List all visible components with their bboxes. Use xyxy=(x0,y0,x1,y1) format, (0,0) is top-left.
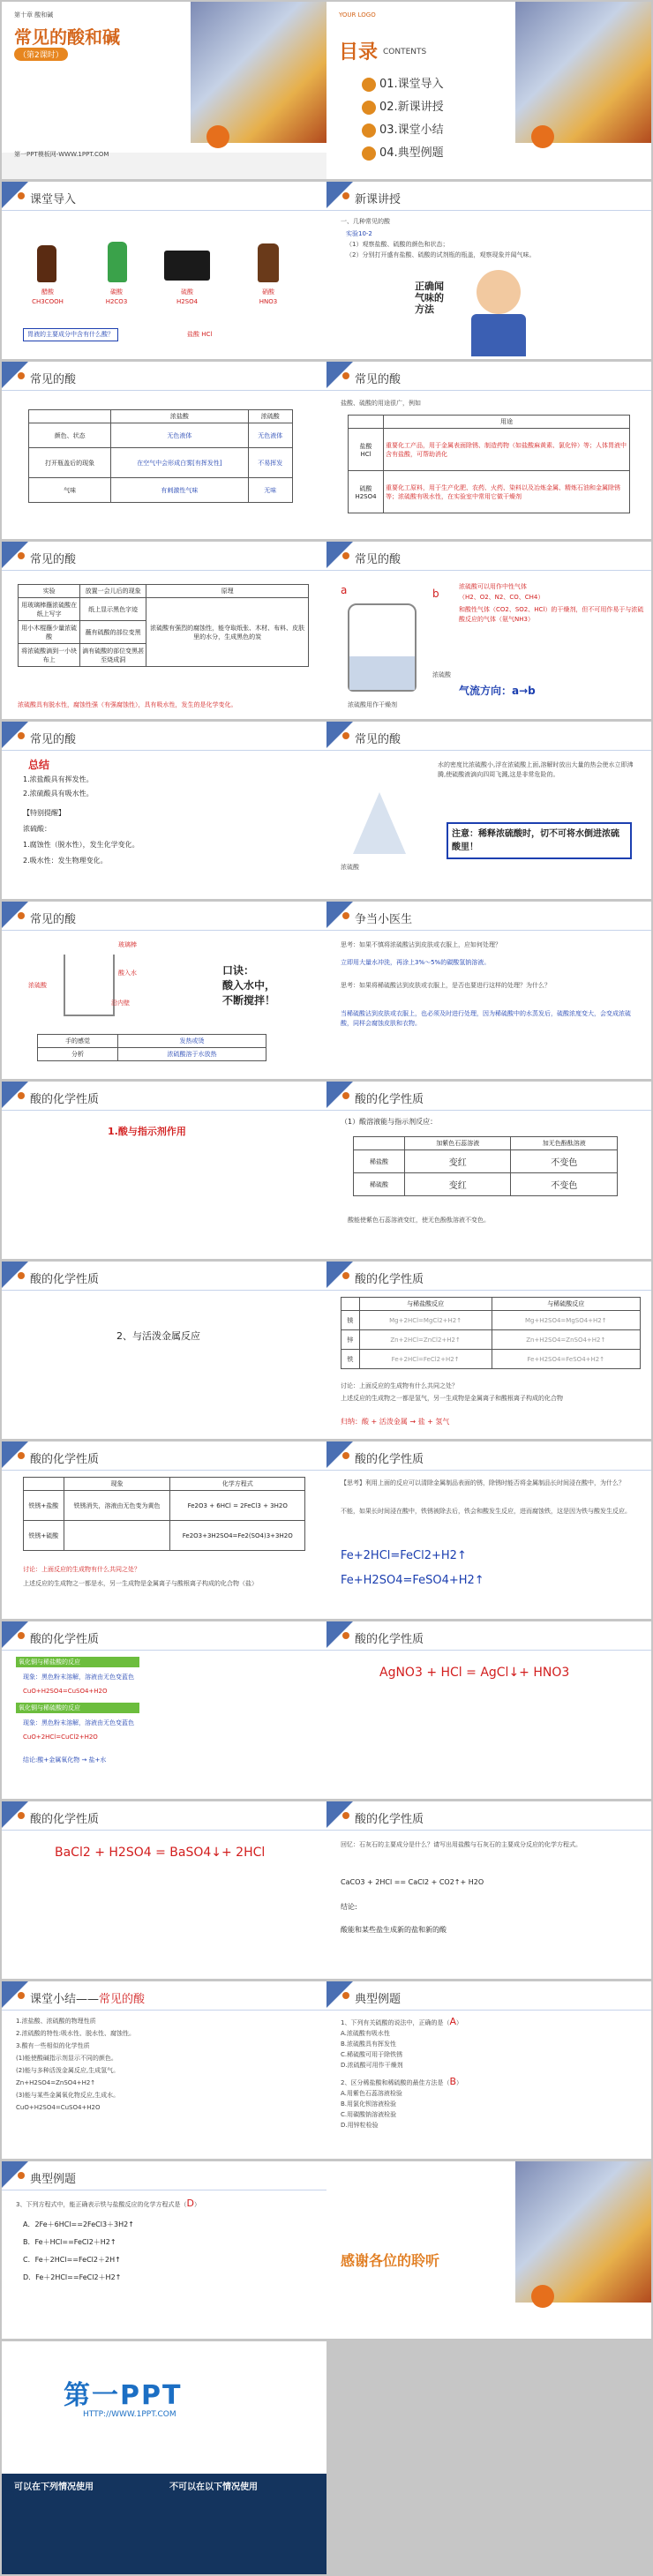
toc-item-4[interactable]: 04.典型例题 xyxy=(362,143,444,161)
question-1: 1、下列有关硫酸的说法中，正确的是（ xyxy=(341,2019,450,2026)
summary-5: (2)能与多种活泼金属反应,生成氢气。 xyxy=(16,2067,120,2074)
indicator-table: 加紫色石蕊溶液 加无色酚酞溶液 稀盐酸 变红 不变色 稀硫酸 变红 不变色 xyxy=(353,1136,618,1196)
toc-heading-en: CONTENTS xyxy=(383,48,427,56)
flask-label: 浓硫酸 xyxy=(341,864,359,871)
oxide-h2so4-bar: 氧化铜与稀硫酸的反应 xyxy=(16,1703,139,1713)
section-title: 酸的化学性质 xyxy=(30,1633,100,1646)
rust-table: 现象 化学方程式 铁锈+盐酸 铁锈消失，溶液由无色变为黄色 Fe2O3 + 6HCl = 2FeCl3 + 3H2O 铁锈+硫酸 Fe2O3+3H2SO4=Fe2(SO4)3+3H2O xyxy=(23,1477,305,1551)
label-a: a xyxy=(341,584,348,596)
equation-1: CuO+H2SO4=CuSO4+H2O xyxy=(23,1688,108,1695)
section-title: 争当小医生 xyxy=(355,913,413,926)
slide-silver[interactable] xyxy=(326,1621,651,1799)
label-vinegar: 醋酸 CH3COOH xyxy=(32,288,64,305)
label-battery: 硫酸 H2SO4 xyxy=(176,288,199,305)
section-title: 常见的酸 xyxy=(30,733,77,746)
promo-logo: 第一PPT xyxy=(64,2380,183,2411)
slide-new-lesson[interactable] xyxy=(326,182,651,359)
discussion-a: 上述反应的生成物之一都是氢气，另一生成物是金属离子和酸根离子构成的化合物 xyxy=(341,1395,563,1402)
toc-heading: 目录 xyxy=(339,41,379,64)
conclusion-heading: 结论: xyxy=(341,1903,357,1911)
slide-toc[interactable] xyxy=(326,2,651,179)
slide-dilution[interactable] xyxy=(326,722,651,899)
label-into-water: 酸入水 xyxy=(118,970,137,977)
reminder-line-1: 浓硫酸： xyxy=(23,825,51,833)
lab-photo xyxy=(515,2,651,143)
note-text: 酸能使紫色石蕊溶液变红，使无色酚酞溶液不变色。 xyxy=(348,1217,490,1224)
flow-direction: 气流方向：a→b xyxy=(459,685,536,697)
label-soda: 碳酸 H2CO3 xyxy=(105,288,128,305)
metal-table: 与稀盐酸反应 与稀硫酸反应 镁 Mg+2HCl=MgCl2+H2↑ Mg+H2SO4=MgSO4+H2↑ 锌 Zn+2HCl=ZnCl2+H2↑ Zn+H2SO4=ZnSO4+H2↑ 铁 Fe+2HCl=FeCl2+H2↑ Fe+H2SO4=FeSO4+H2↑ xyxy=(341,1297,641,1369)
slide-metal-table[interactable] xyxy=(326,1262,651,1439)
label-nitric: 硝酸 HNO3 xyxy=(259,288,278,305)
intro-line: （1）酸溶液能与指示剂反应： xyxy=(341,1118,438,1126)
dryer-text-2: （H2、O2、N2、CO、CH4） xyxy=(459,594,544,601)
reminder-heading: 【特别提醒】 xyxy=(23,809,65,817)
warning-box: 注意：稀释浓硫酸时，切不可将水倒进浓硫酸里！ xyxy=(447,822,632,859)
step-1: （1）观察盐酸、硫酸的颜色和状态； xyxy=(346,241,449,248)
section-title: 酸的化学性质 xyxy=(30,1453,100,1466)
section-title: 常见的酸 xyxy=(30,373,77,386)
flask-icon xyxy=(353,792,406,854)
dryer-text-3: 和酸性气体（CO2、SO2、HCl）的干燥剂，但不可用作易于与浓硫酸反应的气体（氨气NH3） xyxy=(459,606,644,623)
label-b: b xyxy=(432,588,439,600)
conclusion-text: 酸能和某些盐生成新的盐和新的酸 xyxy=(341,1926,447,1934)
flask-badge-icon xyxy=(531,2285,554,2308)
acid-bottle-icon xyxy=(258,243,279,282)
label-acid: 浓硫酸 xyxy=(28,982,47,989)
slide-title[interactable] xyxy=(2,2,326,179)
section-title: 酸的化学性质 xyxy=(355,1453,424,1466)
answer: D xyxy=(186,2198,194,2209)
acid-liquid xyxy=(349,656,415,690)
flask-badge-icon xyxy=(531,125,554,148)
section-title: 常见的酸 xyxy=(355,733,402,746)
toc-item-1[interactable]: 01.课堂导入 xyxy=(362,74,444,92)
phenomenon-2: 现象：黑色粉末溶解，溶液由无色变蓝色 xyxy=(23,1719,134,1726)
slide-acid-props[interactable] xyxy=(2,362,326,539)
slide-dryer[interactable] xyxy=(326,542,651,719)
discussion-q: 讨论：上面反应的生成物有什么共同之处？ xyxy=(341,1382,458,1389)
experiment-table: 实验 放置一会儿后的现象 原理 用玻璃棒蘸浓硫酸在纸上写字 纸上显示黑色字迹 浓硫酸有强烈的腐蚀性，能夺取纸张、木材、布料、皮肤里的水分，生成黑色的炭 用小木棍蘸少量浓硫酸 蘸有硫酸的部位变黑 将浓硫酸滴到一小块布上 滴有硫酸的部位变黑甚至烧成洞 xyxy=(18,584,309,667)
beaker-icon xyxy=(64,955,115,1016)
promo-url: HTTP://WWW.1PPT.COM xyxy=(83,2410,176,2419)
conclusion: 结论:酸+金属氧化物 → 盐+水 xyxy=(23,1756,107,1764)
footer-text: 第一PPT模板网-WWW.1PPT.COM xyxy=(14,151,109,158)
option-1c[interactable]: C.稀硫酸可用于除铁锈 xyxy=(341,2051,403,2058)
summary-line-1: 1.浓盐酸具有挥发性。 xyxy=(23,775,94,783)
flask-badge-icon xyxy=(206,125,229,148)
answer-2: 当稀硫酸沾到皮肤或衣服上，也必须及时进行处理，因为稀硫酸中的水蒸发后，硫酸浓度变大，会变成浓硫酸，同样会腐蚀皮肤和衣物。 xyxy=(341,1010,631,1027)
explanation-text: 水的密度比浓硫酸小,浮在浓硫酸上面,溶解时放出大量的热会使水立即沸腾,使硫酸液滴向四周飞溅,这是非常危险的。 xyxy=(438,761,634,778)
logo-text: YOUR LOGO xyxy=(339,11,376,19)
section-title: 酸的化学性质 xyxy=(30,1093,100,1106)
option-2c[interactable]: C.用碳酸钠溶液检验 xyxy=(341,2111,397,2118)
option-2a[interactable]: A.用紫色石蕊溶液检验 xyxy=(341,2090,402,2097)
section-title: 常见的酸 xyxy=(355,373,402,386)
lesson-badge: （第2课时） xyxy=(14,48,68,61)
section-title: 常见的酸 xyxy=(30,913,77,926)
step-2: （2）分别打开盛有盐酸、硫酸的试剂瓶的瓶盖，观察现象并闻气味。 xyxy=(346,251,536,258)
summary-line-2: 2.浓硫酸具有吸水性。 xyxy=(23,790,94,798)
question-2: 思考：如果将稀硫酸沾到皮肤或衣服上，是否也要进行这样的处理？为什么？ xyxy=(341,982,551,989)
equation-2: CuO+2HCl=CuCl2+H2O xyxy=(23,1734,98,1741)
section-title: 酸的化学性质 xyxy=(30,1813,100,1826)
poem-text: 口诀： 酸入水中， 不断搅拌！ xyxy=(222,964,276,1007)
dryer-text-1: 浓硫酸可以用作中性气体 xyxy=(459,583,527,590)
section-title: 酸的化学性质 xyxy=(355,1093,424,1106)
toc-item-3[interactable]: 03.课堂小结 xyxy=(362,120,444,138)
lab-photo xyxy=(515,2161,651,2303)
slide-indicator[interactable] xyxy=(2,1082,326,1259)
slide-main-title: 常见的酸和碱 xyxy=(14,26,120,48)
student-body-icon xyxy=(471,314,526,356)
soda-bottle-icon xyxy=(108,242,127,282)
props-table: 浓盐酸 浓硫酸 颜色、状态 无色液体 无色液体 打开瓶盖后的现象 在空气中会形成白雾[有挥发性] 不易挥发 气味 有刺激性气味 无味 xyxy=(28,409,293,503)
section-title: 新课讲授 xyxy=(355,193,402,206)
section-title: 酸的化学性质 xyxy=(30,1273,100,1286)
slide-rust[interactable] xyxy=(2,1442,326,1619)
summary-rule: 归纳：酸 + 活泼金属 → 盐 + 氢气 xyxy=(341,1418,450,1426)
option-1b[interactable]: B.浓硫酸具有挥发性 xyxy=(341,2041,397,2048)
item-heading: 1.酸与指示剂作用 xyxy=(108,1126,186,1137)
option-1d[interactable]: D.浓硫酸可用作干燥剂 xyxy=(341,2062,403,2069)
question: 3、下列方程式中，能正确表示铁与盐酸反应的化学方程式是（ xyxy=(16,2201,187,2208)
think-answer: 不能，如果长时间浸在酸中，铁锈被除去后，铁会和酸发生反应，进而腐蚀铁，这是因为铁与酸发生反应。 xyxy=(341,1508,631,1515)
section-title: 典型例题 xyxy=(355,1993,402,2006)
lab-photo xyxy=(191,2,326,143)
section-title: 酸的化学性质 xyxy=(355,1633,424,1646)
toc-item-2[interactable]: 02.新课讲授 xyxy=(362,97,444,115)
equation: CaCO3 + 2HCl == CaCl2 + CO2↑+ H2O xyxy=(341,1878,484,1886)
slide-metal[interactable] xyxy=(2,1262,326,1439)
equation: BaCl2 + H2SO4 = BaSO4↓+ 2HCl xyxy=(55,1846,266,1860)
summary-3: 3.酸有一些相似的化学性质 xyxy=(16,2042,90,2049)
section-title: 典型例题 xyxy=(30,2173,77,2186)
student-figure-icon xyxy=(477,270,521,314)
vinegar-bottle-icon xyxy=(37,245,56,282)
answer-2: B xyxy=(449,2076,456,2087)
uses-table: 用途 盐酸 HCl 重要化工产品，用于金属表面除锈、制造药物（如盐酸麻黄素、氯化锌）等；人体胃液中含有盐酸，可帮助消化 硫酸 H2SO4 重要化工原料，用于生产化肥、农药、火药、染料以及冶炼金属、精炼石油和金属除锈等；浓硫酸有吸水性，在实验室中常用它做干燥剂 xyxy=(348,415,630,513)
summary-6: Zn+H2SO4=ZnSO4+H2↑ xyxy=(16,2079,96,2086)
question-1: 思考：如果不慎将浓硫酸沾到皮肤或衣服上，应如何处理？ xyxy=(341,941,501,948)
phenomenon-1: 现象：黑色粉末溶解，溶液由无色变蓝色 xyxy=(23,1674,134,1681)
summary-1: 1.浓盐酸、浓硫酸的物理性质 xyxy=(16,2018,96,2025)
reminder-line-3: 2.吸水性：发生物理变化。 xyxy=(23,857,108,865)
item-heading: 2、与活泼金属反应 xyxy=(116,1330,200,1342)
callout-text: 正确闻气味的方法 xyxy=(415,281,444,315)
think-question: 【思考】利用上面的反应可以清除金属制品表面的锈，除锈时能否将金属制品长时间浸在酸中，为什么？ xyxy=(341,1479,625,1486)
reminder-line-2: 1.腐蚀性（脱水性），发生化学变化。 xyxy=(23,841,139,849)
discussion-a: 上述反应的生成物之一都是水，另一生成物是金属离子与酸根离子构成的化合物（盐） xyxy=(23,1580,258,1587)
equation: AgNO3 + HCl = AgCl↓+ HNO3 xyxy=(379,1666,570,1680)
slide-thanks[interactable] xyxy=(326,2161,651,2339)
label-inner-wall: 沿内壁 xyxy=(111,1000,130,1007)
slide-class-summary[interactable] xyxy=(2,1981,326,2159)
label-rod: 玻璃棒 xyxy=(118,941,137,948)
slide-intro[interactable] xyxy=(2,182,326,359)
option-2d[interactable]: D.用锌粒检验 xyxy=(341,2122,379,2129)
thanks-text: 感谢各位的聆听 xyxy=(341,2252,440,2269)
section-title: 酸的化学性质 xyxy=(355,1813,424,1826)
section-title: 酸的化学性质 xyxy=(355,1273,424,1286)
question-2: 2、区分稀盐酸和稀硫酸的最佳方法是（ xyxy=(341,2079,450,2086)
section-title: 课堂导入 xyxy=(30,193,77,206)
result-table: 手的感觉 发热或烫 分析 浓硫酸溶于水放热 xyxy=(37,1034,266,1061)
slide-example-1[interactable]: 典型例题 1、下列有关硫酸的说法中，正确的是（A） A.浓硫酸有吸水性 B.浓硫酸具有挥发性 C.稀硫酸可用于除铁锈 D.浓硫酸可用作干燥剂 2、区分稀盐酸和稀硫酸的最佳方法是（B） A.用紫色石蕊溶液检验 B.用氯化钡溶液检验 C.用碳酸钠溶液检验 D.用锌粒检验 xyxy=(326,1981,651,2159)
battery-icon xyxy=(164,251,210,281)
option-d[interactable]: D．Fe＋2HCl==FeCl2＋H2↑ xyxy=(23,2273,122,2281)
question-box: 胃液的主要成分中含有什么酸？ xyxy=(23,328,118,341)
slide-example-2[interactable]: 典型例题 3、下列方程式中，能正确表示铁与盐酸反应的化学方程式是（D） A．2Fe＋6HCl==2FeCl3＋3H2↑ B．Fe＋HCl==FeCl2＋H2↑ C．Fe＋2HCl==FeCl2＋2H↑ D．Fe＋2HCl==FeCl2＋H2↑ xyxy=(2,2161,326,2339)
slide-summary-props[interactable] xyxy=(2,722,326,899)
slide-barium[interactable] xyxy=(2,1801,326,1979)
slide-promo[interactable] xyxy=(2,2341,326,2574)
note-text: 浓硫酸具有脱水性，腐蚀性强（有强腐蚀性），具有吸水性，发生的是化学变化。 xyxy=(18,701,237,708)
section-title: 常见的酸 xyxy=(355,553,402,566)
slide-dilution-method[interactable] xyxy=(2,902,326,1079)
intro-line: 盐酸、硫酸的用途很广，例如 xyxy=(341,400,421,407)
answer-text: 盐酸 HCl xyxy=(187,331,213,338)
heading-line: 一、几种常见的酸 xyxy=(341,218,390,225)
slide-doctor[interactable] xyxy=(326,902,651,1079)
section-title: 常见的酸 xyxy=(30,553,77,566)
slide-sulfuric-exp[interactable] xyxy=(2,542,326,719)
summary-2: 2.浓硫酸的特性:吸水性、脱水性、腐蚀性。 xyxy=(16,2030,136,2037)
slide-limestone[interactable] xyxy=(326,1801,651,1979)
slide-rust-think[interactable] xyxy=(326,1442,651,1619)
recall-question: 回忆：石灰石的主要成分是什么？请写出用盐酸与石灰石的主要成分反应的化学方程式。 xyxy=(341,1841,582,1848)
slide-acid-uses[interactable] xyxy=(326,362,651,539)
summary-8: CuO+H2SO4=CuSO4+H2O xyxy=(16,2104,101,2111)
chapter-label: 第十章 酸和碱 xyxy=(14,11,54,19)
caption: 浓硫酸用作干燥剂 xyxy=(348,701,397,708)
answer-1: 立即用大量水冲洗，再涂上3%～5%的碳酸氢钠溶液。 xyxy=(341,959,491,966)
option-a[interactable]: A．2Fe＋6HCl==2FeCl3＋3H2↑ xyxy=(23,2220,134,2228)
summary-4: (1)能使酸碱指示剂显示不同的颜色。 xyxy=(16,2055,117,2062)
option-1a[interactable]: A.浓硫酸有吸水性 xyxy=(341,2030,390,2037)
equation-1: Fe+2HCl=FeCl2+H2↑ xyxy=(341,1549,467,1562)
summary-heading: 总结 xyxy=(28,759,50,771)
section-title: 课堂小结——常见的酸 xyxy=(30,1993,146,2006)
experiment-label: 实验10-2 xyxy=(346,230,372,237)
answer-1: A xyxy=(449,2016,456,2027)
promo-right-title: 不可以在以下情况使用 xyxy=(169,2482,258,2492)
slide-indicator-table[interactable] xyxy=(326,1082,651,1259)
option-c[interactable]: C．Fe＋2HCl==FeCl2＋2H↑ xyxy=(23,2256,121,2264)
slide-oxide[interactable] xyxy=(2,1621,326,1799)
oxide-hcl-bar: 氧化铜与稀盐酸的反应 xyxy=(16,1657,139,1667)
summary-7: (3)能与某些金属氧化物反应,生成水。 xyxy=(16,2092,120,2099)
equation-2: Fe+H2SO4=FeSO4+H2↑ xyxy=(341,1574,484,1587)
option-b[interactable]: B．Fe＋HCl==FeCl2＋H2↑ xyxy=(23,2238,116,2246)
promo-left-title: 可以在下列情况使用 xyxy=(14,2482,94,2492)
option-2b[interactable]: B.用氯化钡溶液检验 xyxy=(341,2100,397,2108)
acid-label: 浓硫酸 xyxy=(432,671,451,678)
discussion-q: 讨论：上面反应的生成物有什么共同之处？ xyxy=(23,1566,140,1573)
